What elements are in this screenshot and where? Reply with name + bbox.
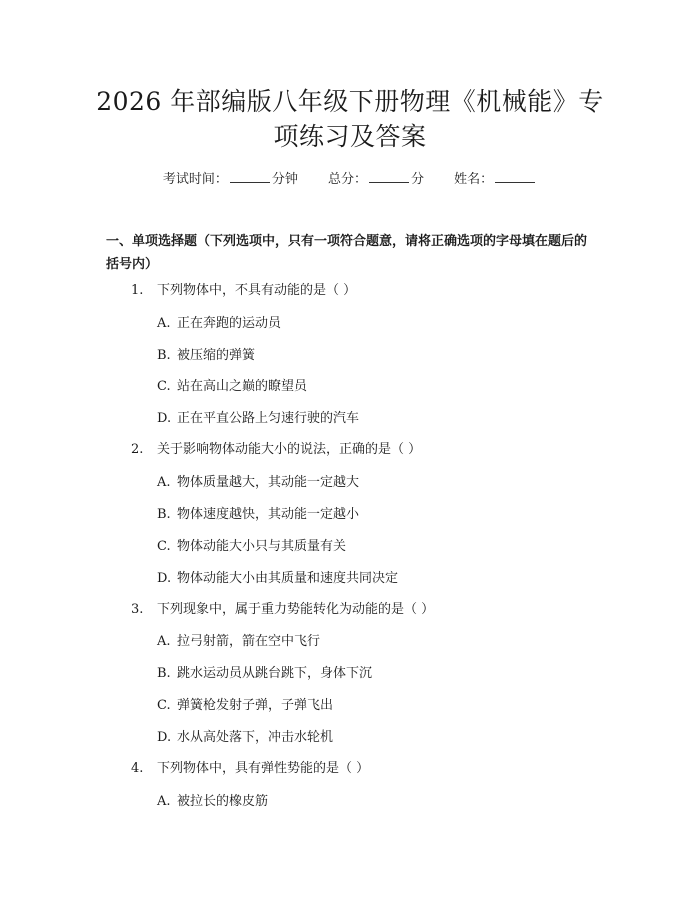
question-stem: 下列物体中，不具有动能的是（ ）	[157, 283, 357, 298]
question-2-option-a	[157, 474, 359, 492]
total-score-unit: 分	[411, 172, 425, 187]
question-2	[131, 441, 421, 459]
question-2-option-c	[157, 538, 346, 556]
exam-time-label: 考试时间：	[162, 172, 228, 187]
name-blank	[495, 170, 535, 183]
option-letter: D.	[157, 730, 172, 745]
option-letter: C.	[157, 379, 171, 394]
exam-time-blank	[230, 170, 270, 183]
question-4	[131, 760, 369, 778]
question-number: 4.	[131, 761, 144, 776]
name-field	[454, 172, 537, 187]
question-1-option-d	[157, 410, 359, 428]
question-number: 3.	[131, 602, 144, 617]
option-text: 物体质量越大，其动能一定越大	[177, 475, 360, 490]
question-3	[131, 601, 434, 619]
option-text: 物体动能大小由其质量和速度共同决定	[177, 571, 399, 586]
option-letter: B.	[157, 348, 171, 363]
option-text: 拉弓射箭，箭在空中飞行	[177, 634, 321, 649]
option-letter: B.	[157, 666, 171, 681]
exam-time-unit: 分钟	[271, 172, 298, 187]
question-3-option-c	[157, 697, 333, 715]
option-text: 被压缩的弹簧	[177, 348, 256, 363]
option-text: 跳水运动员从跳台跳下，身体下沉	[177, 666, 373, 681]
option-letter: A.	[157, 634, 171, 649]
question-2-option-b	[157, 506, 359, 524]
document-title-line-1: 2026 年部编版八年级下册物理《机械能》专	[96, 87, 604, 116]
question-1	[131, 282, 356, 300]
option-text: 站在高山之巅的瞭望员	[177, 379, 308, 394]
question-2-option-d	[157, 570, 398, 588]
option-letter: C.	[157, 539, 171, 554]
total-score-label: 总分：	[327, 172, 367, 187]
option-letter: A.	[157, 475, 171, 490]
question-4-option-a	[157, 793, 268, 811]
question-3-option-a	[157, 633, 320, 651]
document-title-line-2: 项练习及答案	[273, 122, 427, 151]
question-3-option-b	[157, 665, 372, 683]
total-score-blank	[369, 170, 409, 183]
question-number: 1.	[131, 283, 144, 298]
total-score-field	[328, 172, 428, 187]
option-text: 正在奔跑的运动员	[177, 316, 282, 331]
exam-time-field	[163, 172, 302, 187]
question-number: 2.	[131, 442, 144, 457]
question-stem: 下列现象中，属于重力势能转化为动能的是（ ）	[157, 602, 435, 617]
option-text: 物体速度越快，其动能一定越小	[177, 507, 360, 522]
option-letter: A.	[157, 794, 171, 809]
option-text: 物体动能大小只与其质量有关	[177, 539, 347, 554]
option-letter: D.	[157, 411, 172, 426]
option-text: 正在平直公路上匀速行驶的汽车	[177, 411, 360, 426]
option-letter: C.	[157, 698, 171, 713]
option-letter: B.	[157, 507, 171, 522]
option-text: 弹簧枪发射子弹，子弹飞出	[177, 698, 334, 713]
option-letter: D.	[157, 571, 172, 586]
section-heading: 一、单项选择题（下列选项中，只有一项符合题意，请将正确选项的字母填在题后的括号内）	[106, 234, 588, 272]
question-stem: 下列物体中，具有弹性势能的是（ ）	[157, 761, 370, 776]
option-letter: A.	[157, 316, 171, 331]
question-1-option-b	[157, 347, 255, 365]
question-1-option-c	[157, 378, 307, 396]
question-1-option-a	[157, 315, 281, 333]
question-stem: 关于影响物体动能大小的说法，正确的是（ ）	[157, 442, 422, 457]
question-3-option-d	[157, 729, 333, 747]
exam-info-row	[0, 168, 700, 187]
option-text: 被拉长的橡皮筋	[177, 794, 269, 809]
option-text: 水从高处落下，冲击水轮机	[177, 730, 334, 745]
name-label: 姓名：	[454, 172, 494, 187]
